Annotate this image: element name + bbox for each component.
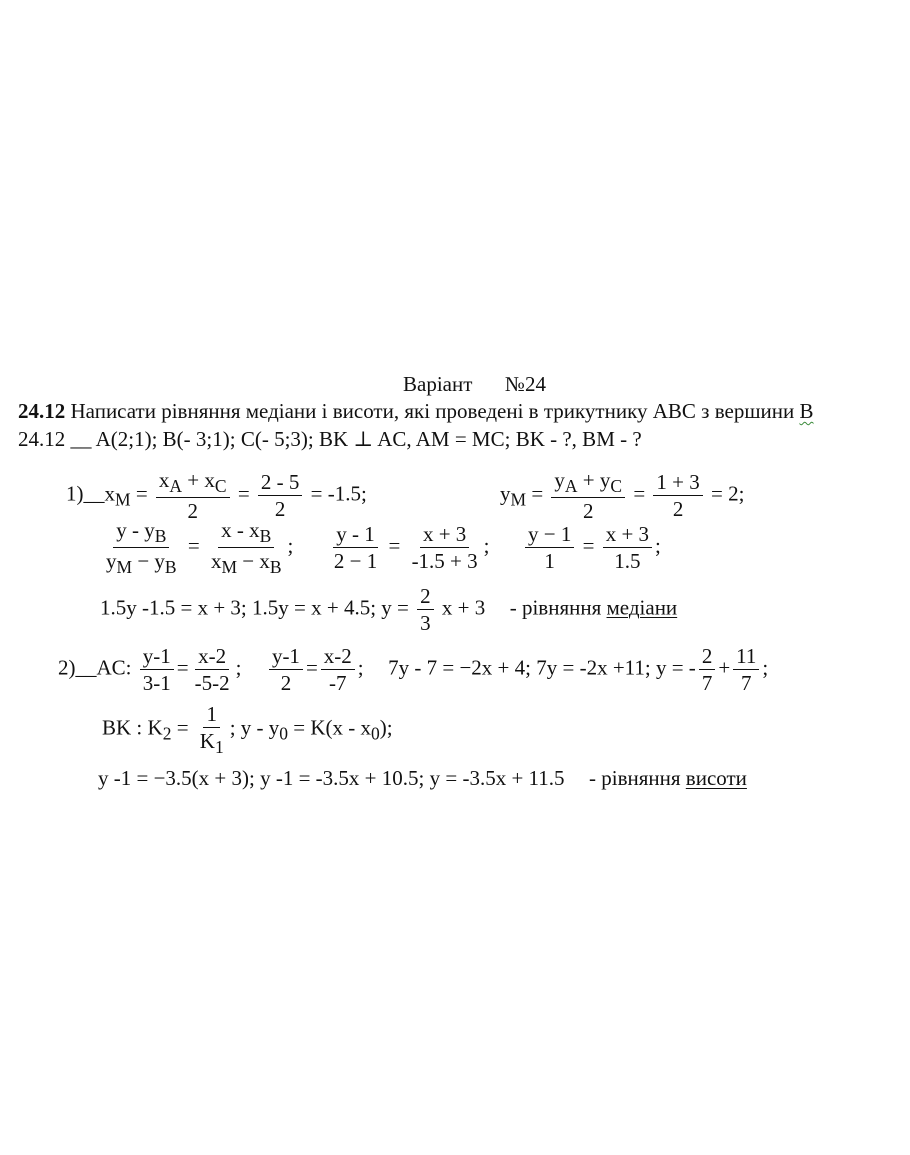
ym-fraction-2 — [653, 470, 702, 521]
eq1-num-left: y - y — [116, 518, 155, 542]
eq1-right-fraction — [208, 518, 285, 578]
ym-den: 2 — [582, 499, 594, 524]
ac-f3 — [269, 644, 303, 695]
median-tail: x + 3 — [441, 595, 486, 620]
ym-num-sub-a: A — [564, 476, 578, 497]
ym-result: = 2; — [711, 481, 745, 506]
bk-tail-sub: 0 — [279, 723, 289, 744]
given-text: A(2;1); B(- 3;1); C(- 5;3); BK ⊥ AC, AM = MC; BK - ?, BM - ? — [95, 427, 642, 451]
xm-num-x: x — [158, 468, 170, 492]
ym-subscript: M — [510, 489, 527, 510]
bk-tail3: ); — [379, 715, 393, 740]
ac-f4-den: -7 — [329, 671, 347, 696]
ac-f4-num: x-2 — [321, 644, 355, 670]
ac-f6-den: 7 — [741, 671, 752, 696]
xm-num2: 2 - 5 — [258, 470, 303, 496]
bk-sub: 2 — [162, 723, 172, 744]
eq3-den-left: 1 — [544, 549, 555, 574]
ac-f6 — [733, 644, 759, 695]
step2-bk-line: BK : $K_2$ = $\frac{1}{K_1}$ ; $y - y_0 = K(x - x_0)$; — [102, 702, 393, 758]
problem-vertex: В — [799, 399, 814, 423]
ac-f2-num: x-2 — [195, 644, 229, 670]
xm-num-plus: + x — [187, 468, 215, 492]
ym-num-plus: + y — [582, 468, 611, 492]
median-slope-num: 2 — [417, 584, 434, 610]
ac-f6-num: 11 — [733, 644, 759, 670]
ac-f5-den: 7 — [701, 671, 713, 696]
eq3-den-right: 1.5 — [614, 549, 641, 574]
ym-num2: 1 + 3 — [653, 470, 702, 496]
xm-symbol: x — [104, 481, 115, 506]
step1-prefix: 1)__ — [66, 481, 105, 506]
bk-label: BK : K — [102, 715, 163, 740]
ym-fraction — [551, 468, 625, 523]
step2-altitude-line — [98, 766, 747, 791]
eq3-right-fraction — [603, 522, 652, 573]
problem-text: Написати рівняння медіани і висоти, які проведені в трикутнику АВС з вершини — [70, 399, 795, 423]
xm-num-sub-a: A — [169, 476, 183, 497]
eq2-left-fraction — [331, 522, 380, 573]
ac-f4 — [321, 644, 355, 695]
variant-heading — [403, 372, 546, 397]
xm-fraction-2 — [258, 470, 303, 521]
ym-den2: 2 — [672, 497, 684, 522]
eq1-num-right: x - x — [221, 518, 260, 542]
eq3-num-right: x + 3 — [603, 522, 652, 548]
ym-num-sub-c: C — [610, 476, 623, 497]
variant-label: Варіант — [403, 372, 473, 396]
step1-ym-line: $y_M$ = $\frac{y_A + y_C}{2}$ = $\frac{1 + 3}{2}$ = 2; — [500, 468, 745, 524]
ac-f1-den: 3-1 — [142, 671, 171, 696]
eq3-left-fraction — [525, 522, 574, 573]
eq1-den-left: y — [106, 549, 117, 574]
eq1-den-right-sub2: B — [269, 557, 282, 578]
altitude-label: - рівняння — [589, 766, 681, 790]
ac-f2-den: -5-2 — [194, 671, 230, 696]
step1-median-line — [100, 584, 677, 635]
xm-subscript: M — [115, 489, 131, 510]
eq1-den-left-sub2: B — [164, 557, 177, 578]
xm-num-sub-c: C — [214, 476, 227, 497]
median-slope-den: 3 — [420, 611, 431, 636]
xm-result: = -1.5; — [310, 481, 367, 506]
variant-number: №24 — [504, 372, 546, 396]
bk-den-sub: 1 — [214, 737, 224, 758]
eq2-right-fraction — [409, 522, 481, 573]
ac-derivation: 7y - 7 = −2x + 4; 7y = -2x +11; y = - — [388, 655, 696, 680]
eq2-num-right: x + 3 — [420, 522, 469, 548]
eq2-den-right: -1.5 + 3 — [411, 549, 478, 574]
eq1-den-right: x — [210, 549, 222, 574]
ac-f5-num: 2 — [699, 644, 716, 670]
bk-slope-fraction — [197, 702, 227, 757]
eq3-num-left: y − 1 — [525, 522, 574, 548]
xm-den2: 2 — [274, 497, 286, 522]
altitude-word: висоти — [685, 766, 747, 790]
ac-f2 — [192, 644, 233, 695]
eq1-num-right-sub: B — [259, 526, 272, 547]
eq2-den-left: 2 − 1 — [333, 549, 378, 574]
altitude-derivation: y -1 = −3.5(x + 3); y -1 = -3.5x + 10.5; y = -3.5x + 11.5 — [98, 766, 565, 790]
eq1-den-left-mid: − y — [132, 549, 165, 574]
bk-tail2-sub: 0 — [371, 723, 380, 744]
eq1-den-right-sub1: M — [221, 557, 237, 578]
median-label: - рівняння — [509, 595, 602, 620]
ac-f3-num: y-1 — [269, 644, 303, 670]
ac-f1-num: y-1 — [140, 644, 174, 670]
ym-symbol: y — [500, 481, 511, 506]
eq1-left-fraction — [103, 518, 180, 578]
eq1-den-left-sub1: M — [116, 557, 133, 578]
bk-den: K — [199, 729, 215, 754]
step1-xm-line: $1)\_\_x_M$ = $\frac{x_A + x_C}{2}$ = $\frac{2 - 5}{2}$ = -1.5; — [66, 468, 367, 524]
ym-num-y: y — [554, 468, 565, 492]
bk-num: 1 — [203, 702, 220, 728]
problem-statement — [18, 399, 813, 424]
ac-f5 — [699, 644, 716, 695]
median-slope-fraction — [417, 584, 434, 635]
given-label: 24.12 __ — [18, 427, 92, 451]
step1-line-equation: $\frac{y - y_B}{y_M - y_B}$ = $\frac{x - x_B}{x_M - x_B}$ ; $\frac{y - 1}{2 - 1}$ = $\frac{x + 3}{-1.5 + 3}$ ; $\frac{y - 1}{1}$ = $\frac{x + 3}{1.5}$ ; — [100, 518, 661, 578]
given-line — [18, 427, 642, 452]
median-word: медіани — [606, 595, 678, 620]
bk-tail: ; y - y — [229, 715, 280, 740]
xm-den: 2 — [187, 499, 198, 524]
eq2-num-left: y - 1 — [333, 522, 378, 548]
xm-fraction — [156, 468, 230, 523]
median-derivation: 1.5y -1.5 = x + 3; 1.5y = x + 4.5; y = — [100, 595, 409, 620]
ac-f3-den: 2 — [280, 671, 292, 696]
step2-ac-line: 2)__AC: $\frac{y-1}{3-1}$ = $\frac{x-2}{-5-2}$ ; $\frac{y-1}{2}$ = $\frac{x-2}{-7}$ ; 7y - 7 = −2x + 4; 7y = -2x +11; y = - $\frac{2}{7}$ + $\frac{11}{7}$ ; — [58, 644, 769, 696]
bk-tail2: = K(x - x — [288, 715, 372, 740]
step2-prefix: 2)__AC: — [58, 655, 132, 680]
problem-number: 24.12 — [18, 399, 66, 423]
eq1-den-right-mid: − x — [237, 549, 270, 574]
ac-f1 — [140, 644, 174, 695]
eq1-num-left-sub: B — [154, 526, 167, 547]
